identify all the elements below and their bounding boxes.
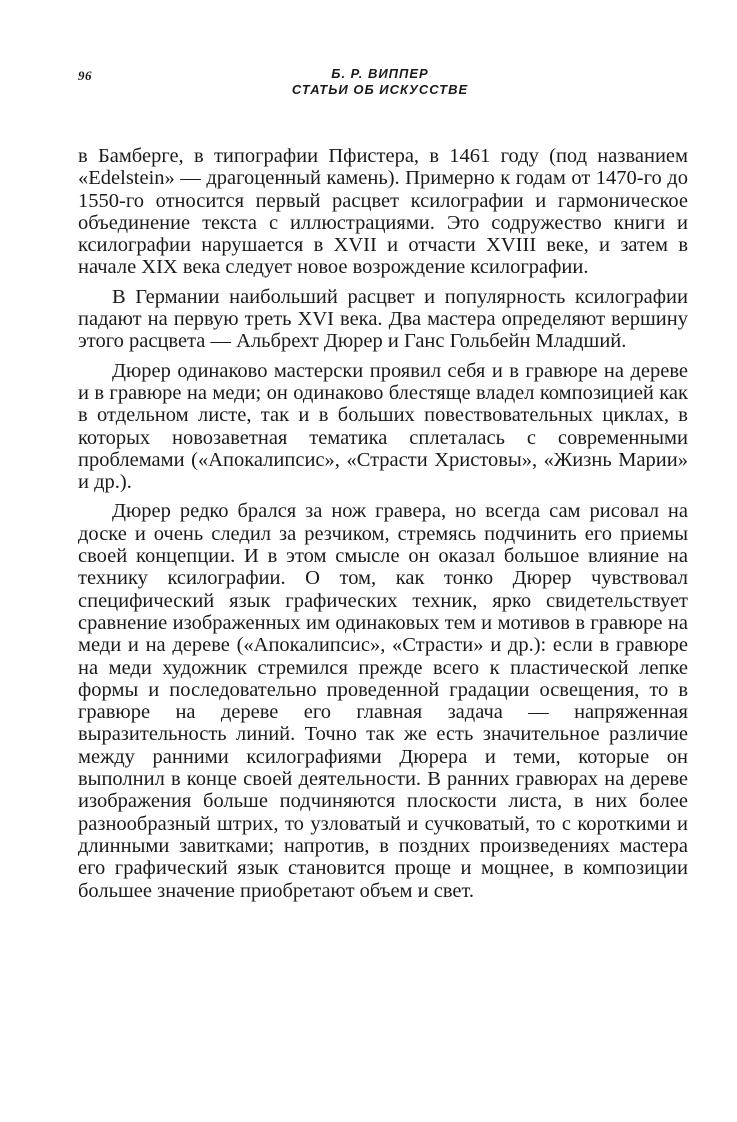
page-number: 96 <box>78 68 92 83</box>
paragraph-continued: в Бамберге, в типографии Пфистера, в 1461 году (под названием «Edelstein» — драгоценный камень). Примерно к годам от 1470-го до 1550-го относится первый расцвет ксилографии и гармоническое объединение текста с иллюстрациями. Это содружество книги и ксилографии нарушается в XVII и отчасти XVIII веке, и затем в начале XIX века следует новое возрождение ксилографии. <box>78 145 688 279</box>
running-head <box>230 66 530 98</box>
running-head-title: СТАТЬИ ОБ ИСКУССТВЕ <box>291 82 469 97</box>
paragraph: В Германии наибольший расцвет и популярность ксилографии падают на первую треть XVI века. Два мастера определяют вершину этого расцвета — Альбрехт Дюрер и Ганс Гольбейн Младший. <box>78 285 688 353</box>
paragraph: Дюрер редко брался за нож гравера, но всегда сам рисовал на доске и очень следил за резчиком, стремясь подчинить его приемы своей концепции. И в этом смысле он оказал большое влияние на технику ксилографии. О том, как тонко Дюрер чувствовал специфический язык графических техник, ярко свидетельствует сравнение изображенных им одинаковых тем и мотивов в гравюре на меди и на дереве («Апокалипсис», «Страсти» и др.): если в гравюре на меди художник стремился прежде всего к пластической лепке формы и последовательно проведенной градации освещения, то в гравюре на дереве его главная задача — напряженная выразительность линий. Точно так же есть значительное различие между ранними ксилографиями Дюрера и теми, которые он выполнил в конце своей деятельности. В ранних гравюрах на дереве изображения больше подчиняются плоскости листа, в них более разнообразный штрих, то узловатый и сучковатый, то с короткими и длинными завитками; напротив, в поздних произведениях мастера его графический язык становится проще и мощнее, в композиции большее значение приобретают объем и свет. <box>78 500 688 902</box>
paragraph: Дюрер одинаково мастерски проявил себя и в гравюре на дереве и в гравюре на меди; он одинаково блестяще владел композицией как в отдельном листе, так и в больших повествовательных циклах, в которых новозаветная тематика сплеталась с современными проблемами («Апокалипсис», «Страсти Христовы», «Жизнь Марии» и др.). <box>78 359 688 494</box>
body-text <box>78 145 688 902</box>
running-head-author: Б. Р. ВИППЕР <box>331 66 429 81</box>
